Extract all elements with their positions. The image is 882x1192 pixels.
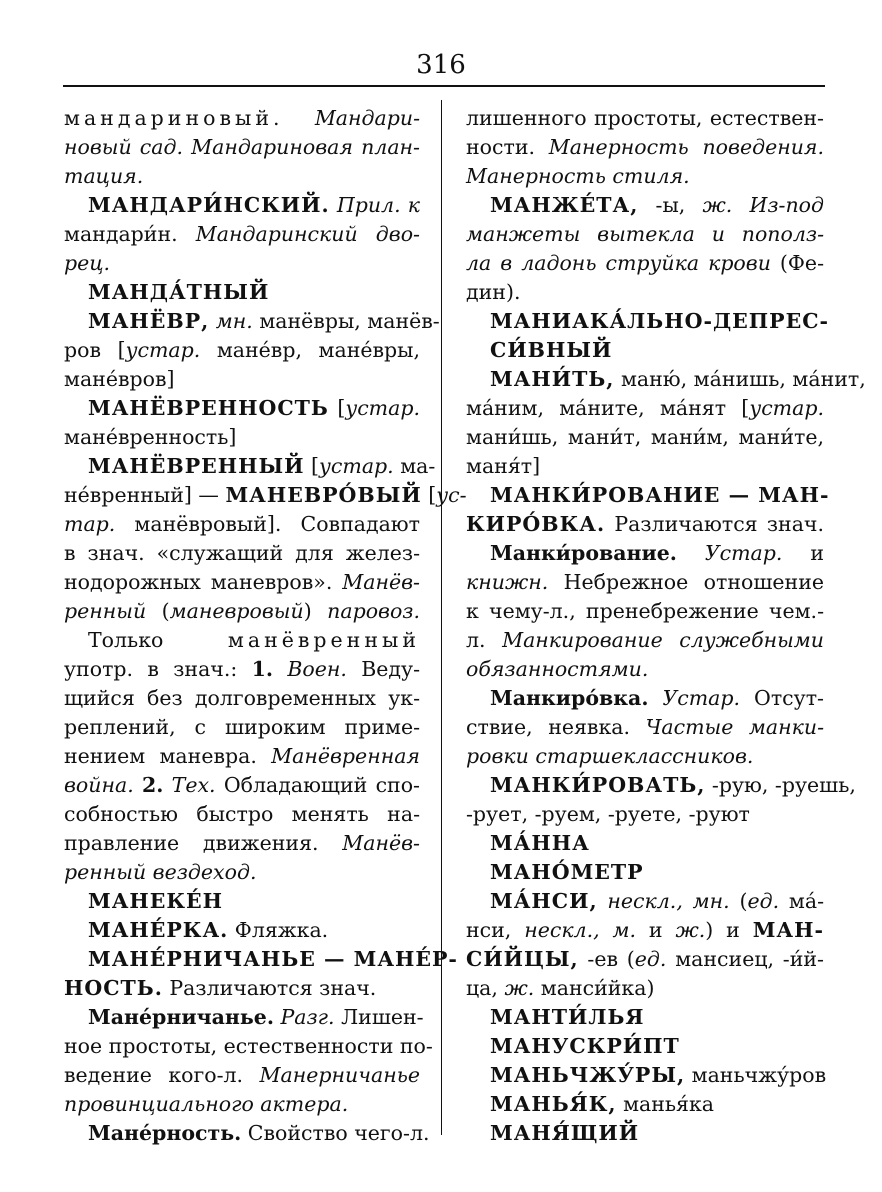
text-line (64, 307, 440, 336)
headword: НОСТЬ. (64, 976, 163, 1000)
text-segment: нодорожных маневров». (64, 570, 343, 594)
text-line (466, 800, 824, 829)
text-segment: -рует, -руем, -руете, -руют (466, 802, 750, 826)
text-segment: 1. (251, 657, 273, 681)
text-line (466, 916, 824, 945)
text-segment: тация. (64, 164, 144, 188)
text-segment: нением маневра. (64, 744, 272, 768)
text-line (466, 829, 824, 858)
text-segment: паровоз. (327, 599, 421, 623)
text-segment: -рую, -руешь, (705, 773, 856, 797)
text-segment: мане́вров] (64, 367, 175, 391)
headword: МАНЬЯ́К, (490, 1092, 617, 1116)
text-line (64, 336, 420, 365)
text-line (64, 655, 420, 684)
text-segment: Устар. (648, 686, 741, 710)
text-line (466, 394, 824, 423)
text-segment: к чему-л., пренебрежение чем.- (466, 599, 824, 623)
text-segment: Манки́рование. (490, 541, 677, 565)
text-segment: Фляжка. (228, 918, 329, 942)
text-segment: ренный (64, 599, 147, 623)
text-segment: ца, (466, 976, 505, 1000)
text-segment: Манерничанье (259, 1063, 420, 1087)
text-segment: ма́- (779, 889, 824, 913)
text-line (466, 539, 824, 568)
text-segment: Манерность поведения. (548, 135, 824, 159)
text-segment: ров [ (64, 338, 126, 362)
text-segment: л. (466, 628, 503, 652)
headword: МАНЁВРЕННЫЙ (88, 454, 305, 478)
text-line (466, 220, 824, 249)
text-segment: дин). (466, 280, 521, 304)
text-segment: -ев ( (578, 947, 635, 971)
text-line (466, 249, 824, 278)
text-segment: Различаются знач. (605, 512, 824, 536)
text-segment: Небрежное отношение (548, 570, 824, 594)
text-segment: ед. (634, 947, 667, 971)
text-line (64, 510, 420, 539)
text-line (466, 191, 824, 220)
text-line (466, 568, 824, 597)
text-line (64, 684, 420, 713)
headword: МАНЁВР, (88, 309, 210, 333)
text-line (64, 452, 436, 481)
text-line (64, 742, 420, 771)
text-line (466, 278, 824, 307)
text-line (466, 481, 830, 510)
headword: МАНЬЧЖУ́РЫ, (490, 1063, 686, 1087)
text-segment: нескл., м. (524, 918, 637, 942)
text-segment: ведение кого-л. (64, 1063, 260, 1087)
text-line (466, 771, 856, 800)
text-line (466, 104, 824, 133)
text-line (64, 771, 420, 800)
text-segment: Лишен- (334, 1005, 424, 1029)
text-segment: -ы, (638, 193, 703, 217)
text-line (466, 1090, 824, 1119)
text-line (64, 626, 420, 655)
text-segment: провинциального актера. (64, 1092, 349, 1116)
text-line (64, 278, 420, 307)
text-line (64, 191, 420, 220)
text-segment: Манёв- (342, 831, 420, 855)
text-segment: мане́вренность] (64, 425, 237, 449)
text-line (466, 713, 824, 742)
text-segment: рец. (64, 251, 111, 275)
text-line (64, 945, 458, 974)
text-segment: устар. (319, 454, 394, 478)
text-line (64, 394, 420, 423)
headword: МАНЕКЕ́Н (88, 889, 224, 913)
text-line (64, 1032, 433, 1061)
text-segment: ед. (747, 889, 780, 913)
text-line (64, 220, 420, 249)
text-line (64, 249, 420, 278)
headword: КИРО́ВКА. (466, 512, 606, 536)
text-line (64, 539, 420, 568)
headword: МАНЕ́РНИЧАНЬЕ — МАНЕ́Р- (88, 947, 458, 971)
text-segment: Обладающий спо- (215, 773, 420, 797)
text-segment: Тех. (163, 773, 216, 797)
text-segment: ж. Из-под (702, 193, 824, 217)
text-segment: Мане́рничанье. (88, 1005, 274, 1029)
text-line (64, 568, 420, 597)
text-line (64, 916, 420, 945)
text-segment: мани́шь, мани́т, мани́м, мани́те, (466, 425, 824, 449)
column-divider (441, 100, 442, 1135)
text-segment: устар. (749, 396, 824, 420)
headword: МАНЕВРО́ВЫЙ (225, 483, 422, 507)
text-segment: Частые манки- (645, 715, 824, 739)
text-segment: Отсут- (740, 686, 824, 710)
text-segment (134, 773, 142, 797)
text-line (64, 974, 420, 1003)
text-line (466, 945, 824, 974)
text-segment: нси, (466, 918, 525, 942)
text-segment: [ (328, 396, 346, 420)
headword: МАН- (752, 918, 824, 942)
text-segment: ма́ним, ма́ните, ма́нят [ (466, 396, 750, 420)
text-line (466, 626, 824, 655)
text-line (64, 1003, 424, 1032)
text-segment: Веду- (346, 657, 420, 681)
text-segment: маню́, ма́нишь, ма́нит, (614, 367, 866, 391)
text-segment: Разг. (273, 1005, 335, 1029)
text-segment: Манкирование служебными (502, 628, 824, 652)
text-segment: Манерность стиля. (466, 164, 690, 188)
text-segment: Манкиро́вка. (490, 686, 649, 710)
left-column (64, 104, 467, 1148)
text-line (466, 1032, 824, 1061)
text-line (466, 887, 824, 916)
text-segment: ности. (466, 135, 549, 159)
text-line (466, 510, 824, 539)
text-segment: собностью быстро менять на- (64, 802, 420, 826)
text-segment: устар. (125, 338, 201, 362)
text-segment: маня́т] (466, 454, 541, 478)
text-segment: Мандаринский дво- (195, 222, 420, 246)
headword: МАНДАРИ́НСКИЙ. (88, 193, 330, 217)
text-segment: Прил. к (329, 193, 420, 217)
text-segment: нескл., мн. (597, 889, 730, 913)
text-line (466, 307, 830, 336)
text-line (466, 336, 824, 365)
headword: МАНИАКА́ЛЬНО-ДЕПРЕС- (490, 309, 830, 333)
text-line (466, 1061, 827, 1090)
text-segment: книжн. (466, 570, 549, 594)
text-segment: [ (304, 454, 320, 478)
headword: МАНЯ́ЩИЙ (490, 1121, 640, 1145)
text-line (64, 365, 420, 394)
text-segment: и (636, 918, 676, 942)
text-segment: употр. в знач.: (64, 657, 252, 681)
text-segment: Устар. (676, 541, 783, 565)
text-segment: маневровый (169, 599, 304, 623)
text-segment: война. (64, 773, 134, 797)
headword: МАНКИ́РОВАНИЕ — МАН- (490, 483, 830, 507)
text-segment: Воен. (273, 657, 347, 681)
text-line (466, 597, 824, 626)
headword: МАНЖЕ́ТА, (490, 193, 639, 217)
text-segment: [ (421, 483, 437, 507)
headword: СИ́ЙЦЫ, (466, 947, 579, 971)
text-line (64, 1090, 420, 1119)
headword: МАНУСКРИ́ПТ (490, 1034, 680, 1058)
text-line (64, 1061, 420, 1090)
text-line (466, 452, 824, 481)
text-segment: ж. (504, 976, 535, 1000)
text-line (64, 481, 467, 510)
text-line (64, 597, 420, 626)
text-line (64, 713, 420, 742)
text-segment: Мане́рность. (88, 1121, 242, 1145)
right-column (466, 104, 866, 1148)
headword: МАНДА́ТНЫЙ (88, 280, 270, 304)
text-segment: Мандари- (283, 106, 420, 130)
text-line (466, 1119, 824, 1148)
text-line (64, 162, 420, 191)
text-segment: 2. (142, 773, 164, 797)
text-line (466, 133, 824, 162)
text-segment: Манёвренная (271, 744, 420, 768)
text-segment: ное простоты, естественности по- (64, 1034, 433, 1058)
text-segment: мансиец, -и́й- (666, 947, 824, 971)
headword: МАНО́МЕТР (490, 860, 644, 884)
text-line (466, 684, 824, 713)
text-segment: Различаются знач. (162, 976, 377, 1000)
headword: МАНТИ́ЛЬЯ (490, 1005, 645, 1029)
text-segment: ус- (436, 483, 467, 507)
text-segment: тар. (64, 512, 116, 536)
text-segment: лишенного простоты, естествен- (466, 106, 824, 130)
text-segment: манёвренный (227, 628, 420, 652)
text-segment: щийся без долговременных ук- (64, 686, 420, 710)
headword: МАНИ́ТЬ, (490, 367, 615, 391)
text-segment: манси́йка) (534, 976, 655, 1000)
text-segment: ( (146, 599, 170, 623)
text-line (466, 858, 824, 887)
text-line (466, 365, 866, 394)
text-line (466, 423, 824, 452)
text-segment: (Фе- (770, 251, 824, 275)
text-segment: манья́ка (616, 1092, 715, 1116)
text-segment: ) (303, 599, 328, 623)
text-segment: устар. (345, 396, 420, 420)
text-line (64, 1119, 430, 1148)
text-segment: ла в ладонь струйка крови (466, 251, 771, 275)
page-number: 316 (416, 50, 466, 80)
text-segment: манжеты вытекла и пополз- (466, 222, 824, 246)
text-segment: манёвровый]. Совпадают (115, 512, 420, 536)
text-segment: Свойство чего-л. (241, 1121, 430, 1145)
text-line (466, 974, 824, 1003)
text-segment: ) и (705, 918, 753, 942)
text-segment: ма- (393, 454, 436, 478)
headword: МА́НСИ, (490, 889, 598, 913)
text-line (64, 829, 420, 858)
headword: МАНЁВРЕННОСТЬ (88, 396, 329, 420)
text-segment: мане́вр, мане́вры, (200, 338, 420, 362)
text-line (466, 1003, 824, 1032)
header-rule (63, 85, 825, 87)
text-segment: ствие, неявка. (466, 715, 646, 739)
text-segment: ренный вездеход. (64, 860, 257, 884)
text-segment: в знач. «служащий для желез- (64, 541, 420, 565)
text-segment: манёвры, манёв- (252, 309, 440, 333)
text-segment: Манёв- (342, 570, 420, 594)
text-line (64, 133, 420, 162)
text-segment: мандари́н. (64, 222, 196, 246)
headword: МАНЕ́РКА. (88, 918, 229, 942)
text-segment: обязанностями. (466, 657, 649, 681)
headword: МАНКИ́РОВАТЬ, (490, 773, 706, 797)
text-line (64, 887, 420, 916)
text-segment: не́вренный] — (64, 483, 226, 507)
text-segment: реплений, с широким приме- (64, 715, 420, 739)
text-segment: мн. (209, 309, 253, 333)
text-segment: мандариновый. (64, 106, 284, 130)
text-segment: ж. (675, 918, 706, 942)
text-line (64, 858, 420, 887)
text-segment: Только (88, 628, 228, 652)
text-segment: ( (729, 889, 748, 913)
text-line (466, 162, 824, 191)
text-segment: правление движения. (64, 831, 343, 855)
text-segment: ровки старшеклассников. (466, 744, 754, 768)
text-segment: и (782, 541, 824, 565)
headword: СИ́ВНЫЙ (490, 338, 613, 362)
text-line (466, 742, 824, 771)
text-line (64, 800, 420, 829)
text-line (64, 423, 420, 452)
text-line (466, 655, 824, 684)
text-line (64, 104, 420, 133)
text-segment: маньчжу́ров (685, 1063, 827, 1087)
text-segment: новый сад. Мандариновая план- (64, 135, 420, 159)
headword: МА́ННА (490, 831, 590, 855)
